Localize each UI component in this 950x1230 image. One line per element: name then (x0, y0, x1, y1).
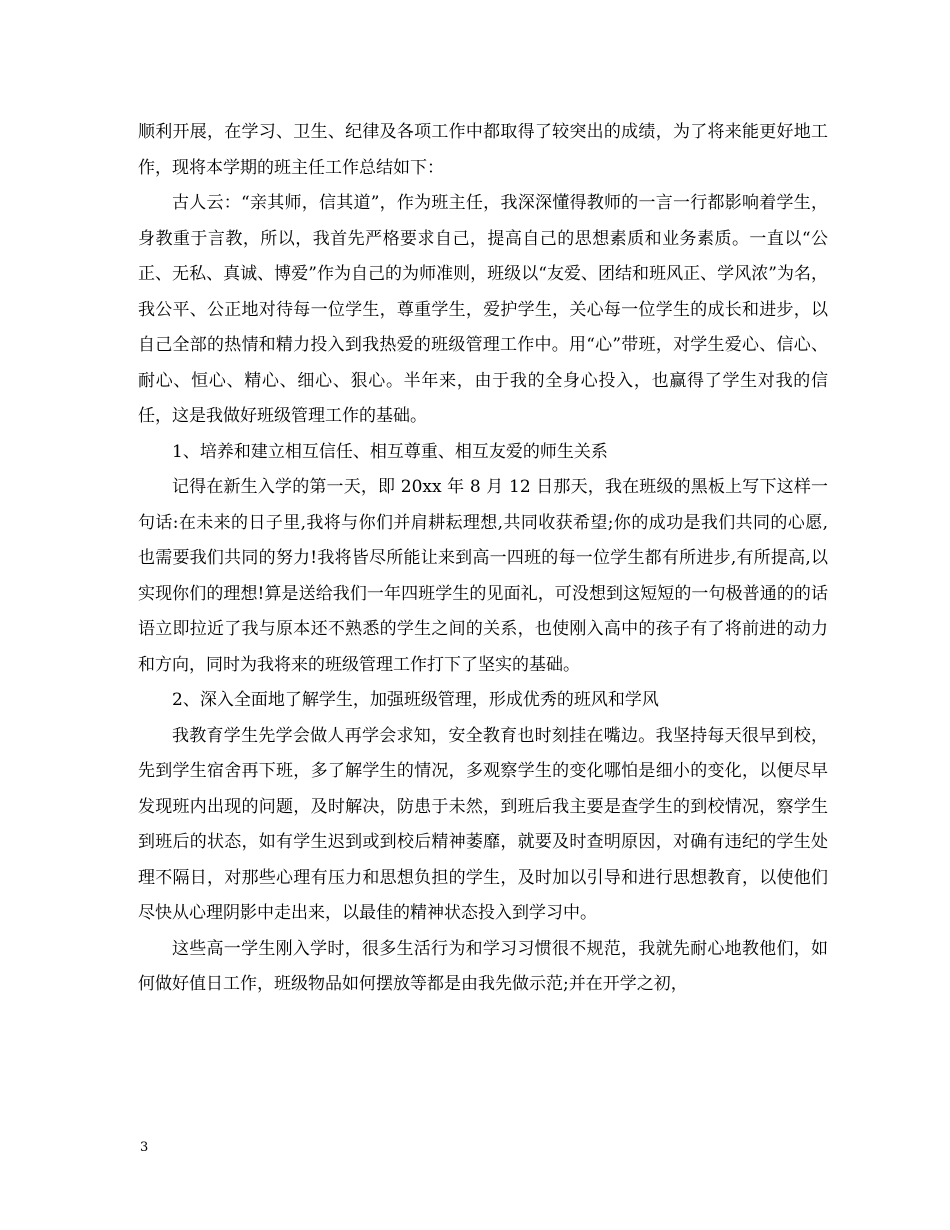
page-number: 3 (140, 1140, 149, 1155)
paragraph-class-management: 我教育学生先学会做人再学会求知，安全教育也时刻挂在嘴边。我坚持每天很早到校，先到学生宿舍再下班，多了解学生的情况，多观察学生的变化哪怕是细小的变化，以便尽早发现班内出现的问题，及时解决，防患于未然，到班后我主要是查学生的到校情况，察学生到班后的状态，如有学生迟到或到校后精神萎靡，就要及时查明原因，对确有违纪的学生处理不隔日，对那些心理有压力和思想负担的学生，及时加以引导和进行思想教育，以使他们尽快从心理阴影中走出来，以最佳的精神状态投入到学习中。 (138, 725, 828, 923)
section-heading-1: 1、培养和建立相互信任、相互尊重、相互友爱的师生关系 (172, 441, 608, 462)
section-heading-2: 2、深入全面地了解学生，加强班级管理，形成优秀的班风和学风 (172, 690, 659, 710)
paragraph-intro-continuation: 顺利开展，在学习、卫生、纪律及各项工作中都取得了较突出的成绩，为了将来能更好地工作，现将本学期的班主任工作总结如下： (138, 122, 828, 178)
paragraph-first-day: 记得在新生入学的第一天，即 20xx 年 8 月 12 日那天，我在班级的黑板上写下这样一句话:在未来的日子里,我将与你们并肩耕耘理想,共同收获希望;你的成功是我们共同的心愿,也需要我们共同的努力!我将皆尽所能让来到高一四班的每一位学生都有所进步,有所提高,以实现你们的理想!算是送给我们一年四班学生的见面礼，可没想到这短短的一句极普通的的话语立即拉近了我与原本还不熟悉的学生之间的关系，也使刚入高中的孩子有了将前进的动力和方向，同时为我将来的班级管理工作打下了坚实的基础。 (138, 477, 828, 675)
paragraph-teacher-example: 古人云：“亲其师，信其道”，作为班主任，我深深懂得教师的一言一行都影响着学生，身教重于言教，所以，我首先严格要求自己，提高自己的思想素质和业务素质。一直以“公正、无私、真诚、博爱”作为自己的为师准则，班级以“友爱、团结和班风正、学风浓”为名，我公平、公正地对待每一位学生，尊重学生，爱护学生，关心每一位学生的成长和进步，以自己全部的热情和精力投入到我热爱的班级管理工作中。用“心”带班，对学生爱心、信心、耐心、恒心、精心、细心、狠心。半年来，由于我的全身心投入，也赢得了学生对我的信任，这是我做好班级管理工作的基础。 (138, 193, 828, 426)
document-body (138, 115, 828, 1003)
paragraph-habits: 这些高一学生刚入学时，很多生活行为和学习习惯很不规范，我就先耐心地教他们，如何做好值日工作，班级物品如何摆放等都是由我先做示范;并在开学之初， (138, 938, 828, 994)
